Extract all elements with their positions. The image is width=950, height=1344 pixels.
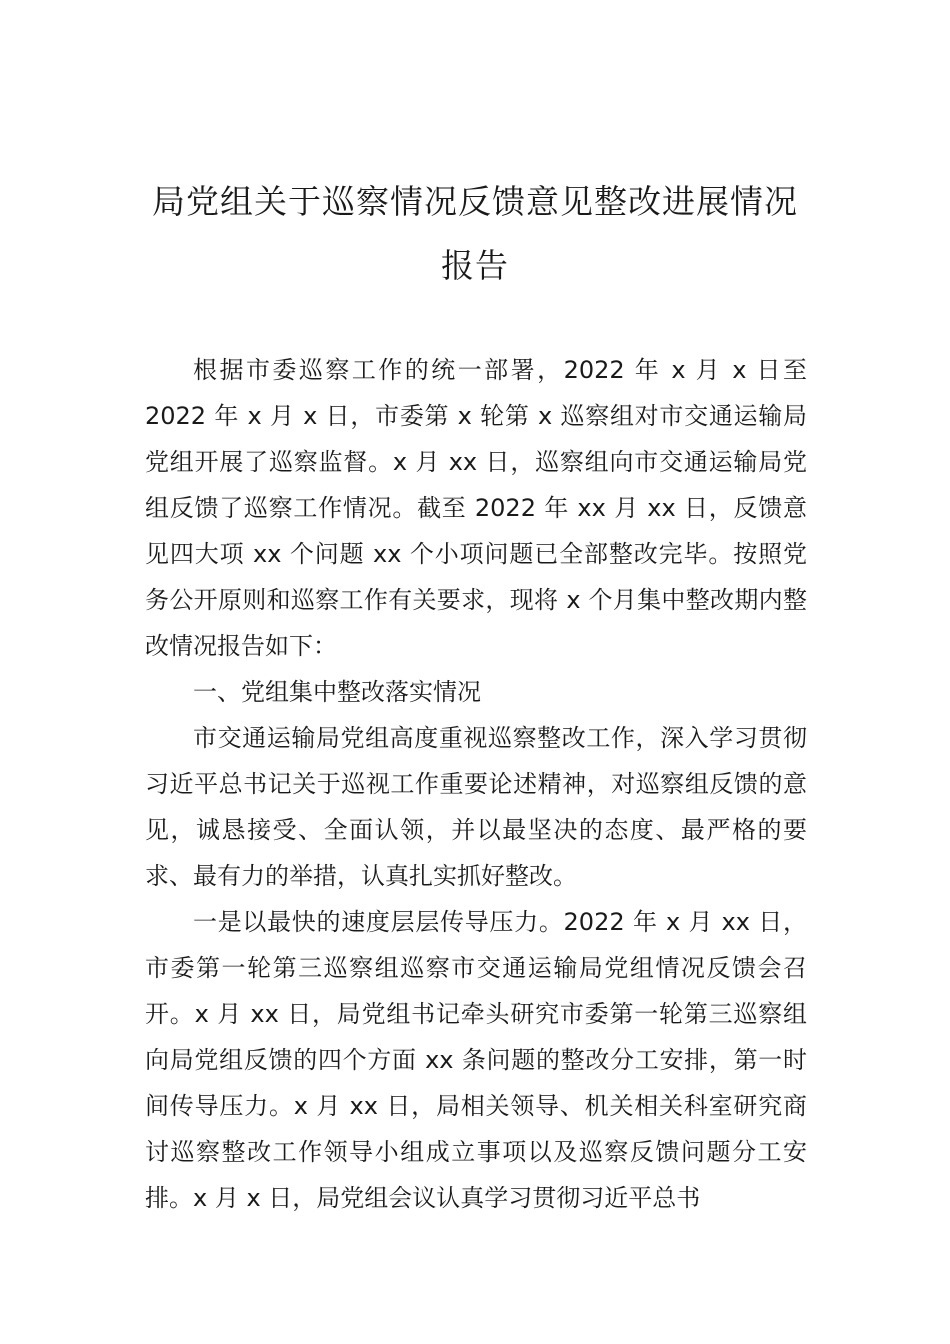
paragraph-overview: 市交通运输局党组高度重视巡察整改工作，深入学习贯彻习近平总书记关于巡视工作重要论述精神，对巡察组反馈的意见，诚恳接受、全面认领，并以最坚决的态度、最严格的要求、最有力的举措，认真扎实抓好整改。 — [145, 724, 807, 890]
document-title: 局党组关于巡察情况反馈意见整改进展情况报告 — [152, 182, 798, 285]
paragraph-intro: 根据市委巡察工作的统一部署，2022 年 x 月 x 日至 2022 年 x 月 x 日，市委第 x 轮第 x 巡察组对市交通运输局党组开展了巡察监督。x 月 xx 日，巡察组向市交通运输局党组反馈了巡察工作情况。截至 2022 年 xx 月 xx 日，反馈意见四大项 xx 个问题 xx 个小项问题已全部整改完毕。按照党务公开原则和巡察工作有关要求，现将 x 个月集中整改期内整改情况报告如下： — [145, 356, 807, 660]
section-heading: 一、党组集中整改落实情况 — [193, 678, 481, 706]
document-body — [145, 347, 807, 1221]
paragraph-first-measure: 一是以最快的速度层层传导压力。2022 年 x 月 xx 日，市委第一轮第三巡察组巡察市交通运输局党组情况反馈会召开。x 月 xx 日，局党组书记牵头研究市委第一轮第三巡察组向局党组反馈的四个方面 xx 条问题的整改分工安排，第一时间传导压力。x 月 xx 日，局相关领导、机关相关科室研究商讨巡察整改工作领导小组成立事项以及巡察反馈问题分工安排。x 月 x 日，局党组会议认真学习贯彻习近平总书 — [145, 908, 807, 1212]
